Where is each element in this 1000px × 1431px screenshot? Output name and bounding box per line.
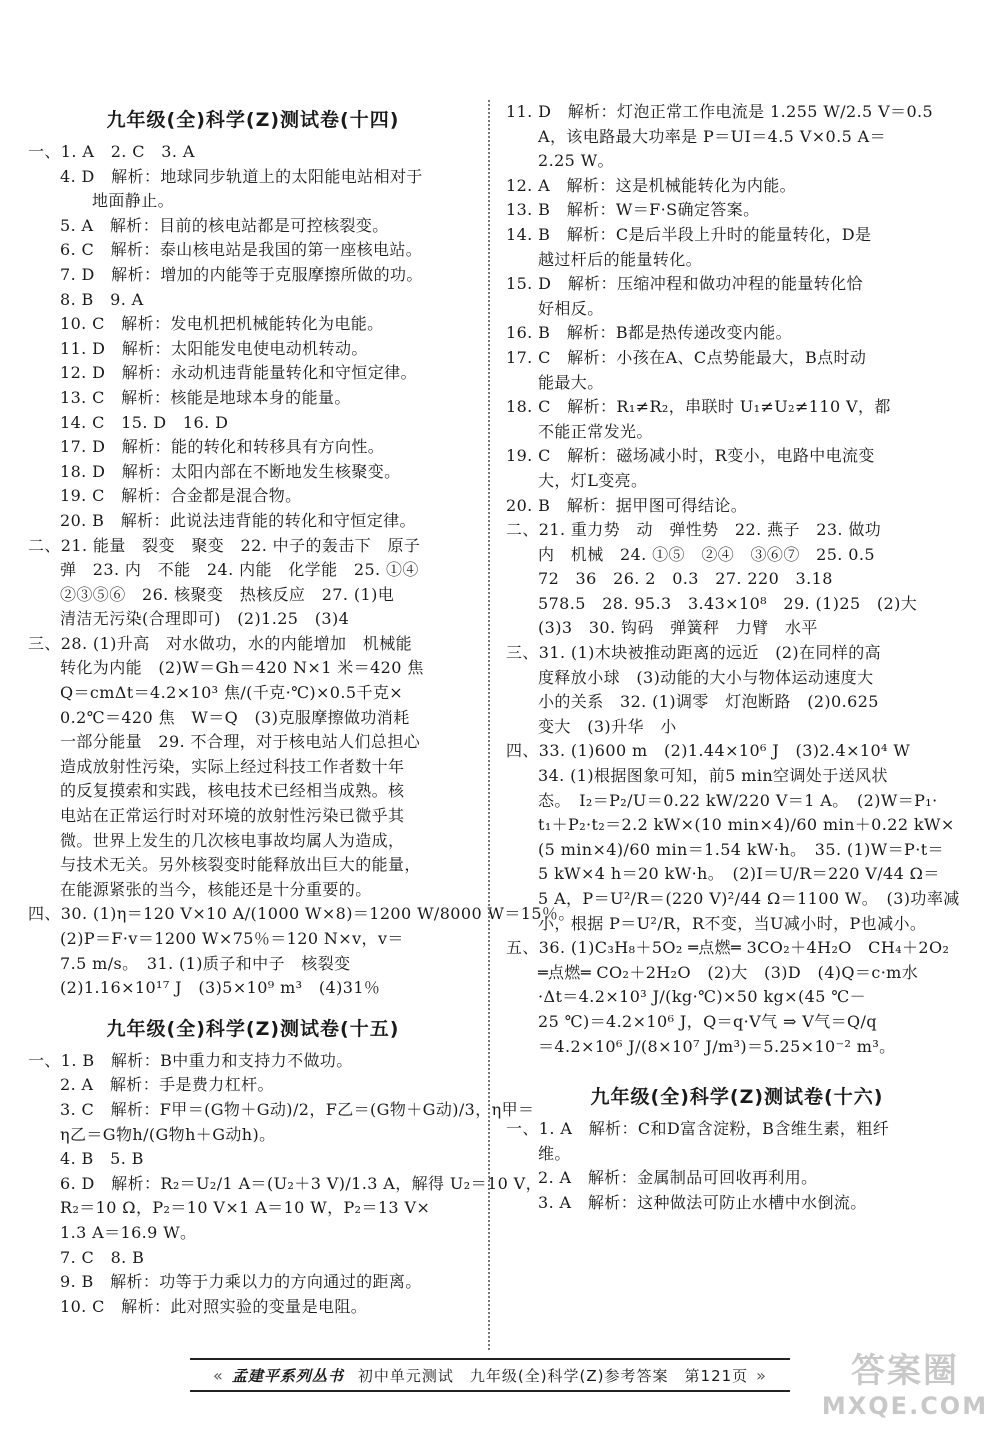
- answer-line: 6. C 解析：泰山核电站是我国的第一座核电站。: [60, 240, 423, 260]
- answer-line: 清洁无污染(合理即可) (2)1.25 (3)4: [60, 609, 350, 629]
- answer-line: 15. D 解析：压缩冲程和做功冲程的能量转化恰: [506, 274, 863, 294]
- answer-line: Q＝cmΔt＝4.2×10³ 焦/(千克·℃)×0.5千克×: [60, 683, 404, 703]
- answer-line: ②③⑤⑥ 26. 核聚变 热核反应 27. (1)电: [60, 584, 395, 604]
- answer-line: 17. D 解析：能的转化和转移具有方向性。: [60, 437, 385, 457]
- right-column: [506, 100, 968, 1216]
- answer-line: 与技术无关。另外核裂变时能释放出巨大的能量，: [60, 855, 421, 875]
- answer-line: 2.25 W。: [538, 151, 614, 171]
- answer-line: t₁＋P₂·t₂＝2.2 kW×(10 min×4)/60 min＋0.22 kW×: [538, 815, 955, 835]
- answer-line: 一部分能量 29. 不合理，对于核电站人们总担心: [60, 732, 421, 752]
- section-title-16: 九年级(全)科学(Z)测试卷(十六): [590, 1086, 884, 1109]
- answer-line: 11. D 解析：灯泡正常工作电流是 1.255 W/2.5 V＝0.5: [506, 102, 934, 121]
- answer-line: 一、1. A 解析：C和D富含淀粉，B含维生素，粗纤: [506, 1119, 890, 1139]
- answer-line: 7. D 解析：增加的内能等于克服摩擦所做的功。: [60, 264, 423, 284]
- answer-line: 11. D 解析：太阳能发电使电动机转动。: [60, 338, 368, 358]
- answer-line: 4. B 5. B: [60, 1149, 144, 1169]
- answer-block-15: [28, 1049, 543, 1320]
- answer-line: 态。 I₂＝P₂/U＝0.22 kW/220 V＝1 A。 (2)W＝P₁·: [538, 790, 938, 810]
- answer-line: (2)1.16×10¹⁷ J (3)5×10⁹ m³ (4)31％: [60, 978, 381, 998]
- answer-line: 造成放射性污染，实际上经过科技工作者数十年: [60, 756, 405, 776]
- answer-block-16: [506, 1117, 968, 1215]
- section-title-14: 九年级(全)科学(Z)测试卷(十四): [106, 109, 400, 131]
- answer-line: 17. C 解析：小孩在A、C点势能最大，B点时动: [506, 347, 867, 367]
- answer-line: (3)3 30. 钩码 弹簧秤 力臂 水平: [538, 618, 818, 638]
- answer-line: 度释放小球 (3)动能的大小与物体运动速度大: [538, 667, 874, 687]
- answer-line: 能最大。: [538, 372, 604, 392]
- answer-line: 在能源紧张的当今，核能还是十分重要的。: [60, 879, 372, 899]
- answer-line: 2. A 解析：手是费力杠杆。: [60, 1075, 274, 1095]
- answer-line: 34. (1)根据图象可知，前5 min空调处于送风状: [538, 766, 888, 786]
- answer-line: 小，根据 P＝U²/R，R不变，当U减小时，P也减小。: [538, 913, 927, 933]
- answer-line: 四、33. (1)600 m (2)1.44×10⁶ J (3)2.4×10⁴ W: [506, 741, 911, 761]
- answer-line: 18. D 解析：太阳内部在不断地发生核聚变。: [60, 461, 401, 481]
- answer-line: η乙＝G物h/(G物h＋G动h)。: [60, 1124, 276, 1144]
- answer-line: 12. A 解析：这是机械能转化为内能。: [506, 175, 797, 195]
- column-divider: [488, 100, 490, 1350]
- answer-line: 3. C 解析：F甲＝(G物＋G动)/2，F乙＝(G物＋G动)/3，η甲＝: [60, 1099, 535, 1119]
- answer-line: 5 kW×4 h＝20 kW·h。 (2)I＝U/R＝220 V/44 Ω＝: [538, 864, 940, 884]
- answer-line: 0.2℃＝420 焦 W＝Q (3)克服摩擦做功消耗: [60, 707, 410, 727]
- answer-line: 大，灯L变亮。: [538, 470, 648, 490]
- answer-line: 变大 (3)升华 小: [538, 716, 677, 736]
- answer-line: 三、31. (1)木块被推动距离的远近 (2)在同样的高: [506, 643, 882, 663]
- answer-line: 578.5 28. 95.3 3.43×10⁸ 29. (1)25 (2)大: [538, 593, 918, 613]
- watermark-logo: [820, 1350, 990, 1426]
- answer-line: 14. B 解析：C是后半段上升时的能量转化，D是: [506, 224, 872, 244]
- answer-line: 弹 23. 内 不能 24. 内能 化学能 25. ①④: [60, 560, 419, 580]
- answer-line: 越过杆后的能量转化。: [538, 249, 703, 269]
- answer-line: 14. C 15. D 16. D: [60, 412, 229, 432]
- answer-line: 8. B 9. A: [60, 289, 144, 309]
- answer-line: 二、21. 能量 裂变 聚变 22. 中子的轰击下 原子: [28, 535, 421, 555]
- answer-line: A，该电路最大功率是 P＝UI＝4.5 V×0.5 A＝: [538, 126, 886, 146]
- answer-line: 20. B 解析：此说法违背能的转化和守恒定律。: [60, 510, 416, 530]
- answer-line: 7. C 8. B: [60, 1247, 145, 1267]
- answer-line: 6. D 解析：R₂＝U₂/1 A＝(U₂＋3 V)/1.3 A，解得 U₂＝10 V，: [60, 1173, 543, 1193]
- answer-line: 72 36 26. 2 0.3 27. 220 3.18: [538, 569, 833, 589]
- answer-line: 2. A 解析：金属制品可回收再利用。: [538, 1168, 818, 1188]
- answer-line: ·Δt＝4.2×10³ J/(kg·℃)×50 kg×(45 ℃－: [538, 987, 866, 1007]
- answer-line: 5 A，P＝U²/R＝(220 V)²/44 Ω＝1100 W。 (3)功率减: [538, 889, 960, 908]
- answer-line: 五、36. (1)C₃H₈＋5O₂ ═点燃═ 3CO₂＋4H₂O CH₄＋2O₂: [506, 938, 950, 958]
- page-footer: [190, 1358, 790, 1392]
- answer-line: 四、30. (1)η＝120 V×10 A/(1000 W×8)＝1200 W/8000 W＝15％。: [28, 904, 575, 924]
- answer-line: ═点燃═ CO₂＋2H₂O (2)大 (3)D (4)Q＝c·m水: [538, 962, 919, 982]
- answer-line: 的反复摸索和实践，核电技术已经相当成熟。核: [60, 781, 405, 801]
- answer-line: 微。世界上发生的几次核电事故均属人为造成，: [60, 830, 405, 850]
- answer-line: 1.3 A＝16.9 W。: [60, 1222, 197, 1242]
- answer-line: 一、1. B 解析：B中重力和支持力不做功。: [28, 1050, 353, 1070]
- answer-line: (2)P＝F·v＝1200 W×75％＝120 N×v，v＝: [60, 929, 404, 948]
- answer-line: 12. D 解析：永动机违背能量转化和守恒定律。: [60, 363, 417, 383]
- answer-line: 4. D 解析：地球同步轨道上的太阳能电站相对于: [60, 166, 423, 186]
- answer-line: 10. C 解析：发电机把机械能转化为电能。: [60, 314, 384, 334]
- answer-line: 19. C 解析：合金都是混合物。: [60, 486, 302, 506]
- watermark-top: 答案圈: [851, 1351, 959, 1391]
- answer-line: 25 ℃)＝4.2×10⁶ J，Q＝q·V气 ⇒ V气＝Q/q: [538, 1011, 877, 1031]
- answer-line: ＝4.2×10⁶ J/(8×10⁷ J/m³)＝5.25×10⁻² m³。: [538, 1036, 896, 1056]
- answer-block-15-continued: [506, 100, 968, 1059]
- series-name: 孟建平系列丛书: [231, 1366, 344, 1385]
- answer-line: 10. C 解析：此对照实验的变量是电阻。: [60, 1296, 368, 1316]
- answer-line: 不能正常发光。: [538, 421, 653, 441]
- answer-line: 小的关系 32. (1)调零 灯泡断路 (2)0.625: [538, 692, 879, 712]
- answer-line: 19. C 解析：磁场减小时，R变小，电路中电流变: [506, 446, 875, 466]
- answer-line: 18. C 解析：R₁≠R₂，串联时 U₁≠U₂≠110 V，都: [506, 397, 891, 417]
- answer-line: R₂＝10 Ω，P₂＝10 V×1 A＝10 W，P₂＝13 V×: [60, 1198, 431, 1218]
- answer-line: 一、1. A 2. C 3. A: [28, 142, 195, 161]
- footer-text: 初中单元测试 九年级(全)科学(Z)参考答案 第121页: [357, 1366, 749, 1385]
- answer-line: 三、28. (1)升高 对水做功，水的内能增加 机械能: [28, 633, 412, 653]
- left-ornament-icon: «: [213, 1365, 224, 1385]
- watermark-bottom: MXQE.COM: [821, 1392, 989, 1420]
- answer-line: 电站在正常运行时对环境的放射性污染已微乎其: [60, 806, 405, 826]
- answer-line: 7.5 m/s。 31. (1)质子和中子 核裂变: [60, 953, 351, 973]
- section-title-15: 九年级(全)科学(Z)测试卷(十五): [106, 1017, 400, 1040]
- answer-line: 维。: [538, 1143, 571, 1163]
- answer-line: 13. C 解析：核能是地球本身的能量。: [60, 387, 351, 407]
- answer-line: 13. B 解析：W＝F·S确定答案。: [506, 200, 760, 220]
- answer-line: 9. B 解析：功等于力乘以力的方向通过的距离。: [60, 1272, 422, 1292]
- answer-line: 5. A 解析：目前的核电站都是可控核裂变。: [60, 215, 389, 235]
- answer-line: 地面静止。: [92, 191, 175, 211]
- answer-line: 内 机械 24. ①⑤ ②④ ③⑥⑦ 25. 0.5: [538, 544, 875, 564]
- answer-line: (5 min×4)/60 min＝1.54 kW·h。 35. (1)W＝P·t＝: [538, 839, 944, 859]
- answer-line: 16. B 解析：B都是热传递改变内能。: [506, 323, 793, 343]
- answer-line: 3. A 解析：这种做法可防止水槽中水倒流。: [538, 1192, 867, 1212]
- answer-line: 20. B 解析：据甲图可得结论。: [506, 495, 748, 515]
- right-ornament-icon: »: [756, 1365, 767, 1385]
- answer-line: 二、21. 重力势 动 弹性势 22. 燕子 23. 做功: [506, 520, 882, 540]
- answer-line: 转化为内能 (2)W＝Gh＝420 N×1 米＝420 焦: [60, 658, 424, 678]
- answer-line: 好相反。: [538, 298, 604, 318]
